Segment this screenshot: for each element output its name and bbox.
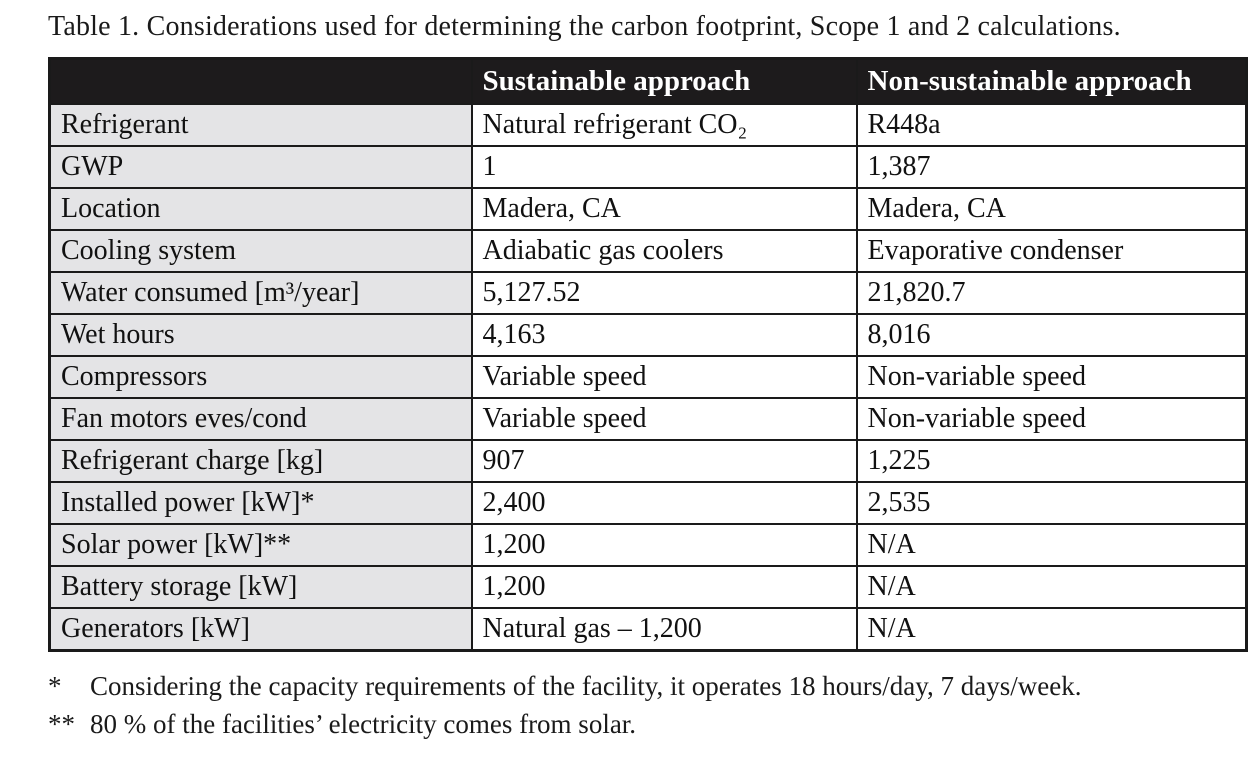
cell-sustainable: 4,163 xyxy=(472,314,857,356)
cell-sustainable: 1,200 xyxy=(472,524,857,566)
cell-non-sustainable: Non-variable speed xyxy=(857,398,1247,440)
footnote-solar-power xyxy=(48,705,1245,743)
table-row-generators xyxy=(50,608,1247,651)
cell-non-sustainable: 1,225 xyxy=(857,440,1247,482)
footnote-text: Considering the capacity requirements of the facility, it operates 18 hours/day, 7 days/week. xyxy=(90,671,1082,701)
table-row-battery-storage xyxy=(50,566,1247,608)
table-row-installed-power xyxy=(50,482,1247,524)
cell-sustainable: Adiabatic gas coolers xyxy=(472,230,857,272)
cell-sustainable: 5,127.52 xyxy=(472,272,857,314)
row-label: GWP xyxy=(50,146,472,188)
table-row-wet-hours xyxy=(50,314,1247,356)
cell-sustainable: 1 xyxy=(472,146,857,188)
footnote-installed-power xyxy=(48,667,1245,705)
cell-sustainable: 907 xyxy=(472,440,857,482)
footnote-text: 80 % of the facilities’ electricity comes from solar. xyxy=(90,709,637,739)
table-caption: Table 1. Considerations used for determining the carbon footprint, Scope 1 and 2 calculations. xyxy=(48,11,1121,42)
row-label: Cooling system xyxy=(50,230,472,272)
row-label: Solar power [kW]** xyxy=(50,524,472,566)
cell-non-sustainable: 8,016 xyxy=(857,314,1247,356)
table-row-fan-motors xyxy=(50,398,1247,440)
cell-sustainable: 2,400 xyxy=(472,482,857,524)
cell-non-sustainable: Evaporative condenser xyxy=(857,230,1247,272)
header-non-sustainable: Non-sustainable approach xyxy=(857,59,1247,105)
comparison-table xyxy=(48,57,1248,652)
table-row-location xyxy=(50,188,1247,230)
cell-sustainable: Madera, CA xyxy=(472,188,857,230)
cell-sustainable: Natural refrigerant CO₂ xyxy=(472,104,857,146)
table-row-cooling-system xyxy=(50,230,1247,272)
cell-non-sustainable: N/A xyxy=(857,524,1247,566)
row-label: Refrigerant xyxy=(50,104,472,146)
footnote-marker: * xyxy=(48,671,62,701)
cell-sustainable: Natural gas – 1,200 xyxy=(472,608,857,651)
header-sustainable: Sustainable approach xyxy=(472,59,857,105)
row-label: Installed power [kW]* xyxy=(50,482,472,524)
row-label: Compressors xyxy=(50,356,472,398)
cell-sustainable: Variable speed xyxy=(472,356,857,398)
row-label: Water consumed [m³/year] xyxy=(50,272,472,314)
row-label: Location xyxy=(50,188,472,230)
table-row-refrigerant xyxy=(50,104,1247,146)
row-label: Battery storage [kW] xyxy=(50,566,472,608)
footnotes xyxy=(48,667,1245,743)
table-row-refrigerant-charge xyxy=(50,440,1247,482)
cell-sustainable: 1,200 xyxy=(472,566,857,608)
header-row xyxy=(50,59,1247,105)
table-row-solar-power xyxy=(50,524,1247,566)
cell-non-sustainable: 21,820.7 xyxy=(857,272,1247,314)
table-row-compressors xyxy=(50,356,1247,398)
table-row-gwp xyxy=(50,146,1247,188)
footnote-marker: ** xyxy=(48,709,75,739)
cell-non-sustainable: N/A xyxy=(857,608,1247,651)
cell-non-sustainable: Non-variable speed xyxy=(857,356,1247,398)
row-label: Fan motors eves/cond xyxy=(50,398,472,440)
header-empty-cell xyxy=(50,59,472,105)
cell-non-sustainable: 1,387 xyxy=(857,146,1247,188)
cell-non-sustainable: Madera, CA xyxy=(857,188,1247,230)
cell-non-sustainable: N/A xyxy=(857,566,1247,608)
cell-sustainable: Variable speed xyxy=(472,398,857,440)
row-label: Refrigerant charge [kg] xyxy=(50,440,472,482)
cell-non-sustainable: R448a xyxy=(857,104,1247,146)
table-row-water-consumed xyxy=(50,272,1247,314)
row-label: Wet hours xyxy=(50,314,472,356)
cell-non-sustainable: 2,535 xyxy=(857,482,1247,524)
row-label: Generators [kW] xyxy=(50,608,472,651)
